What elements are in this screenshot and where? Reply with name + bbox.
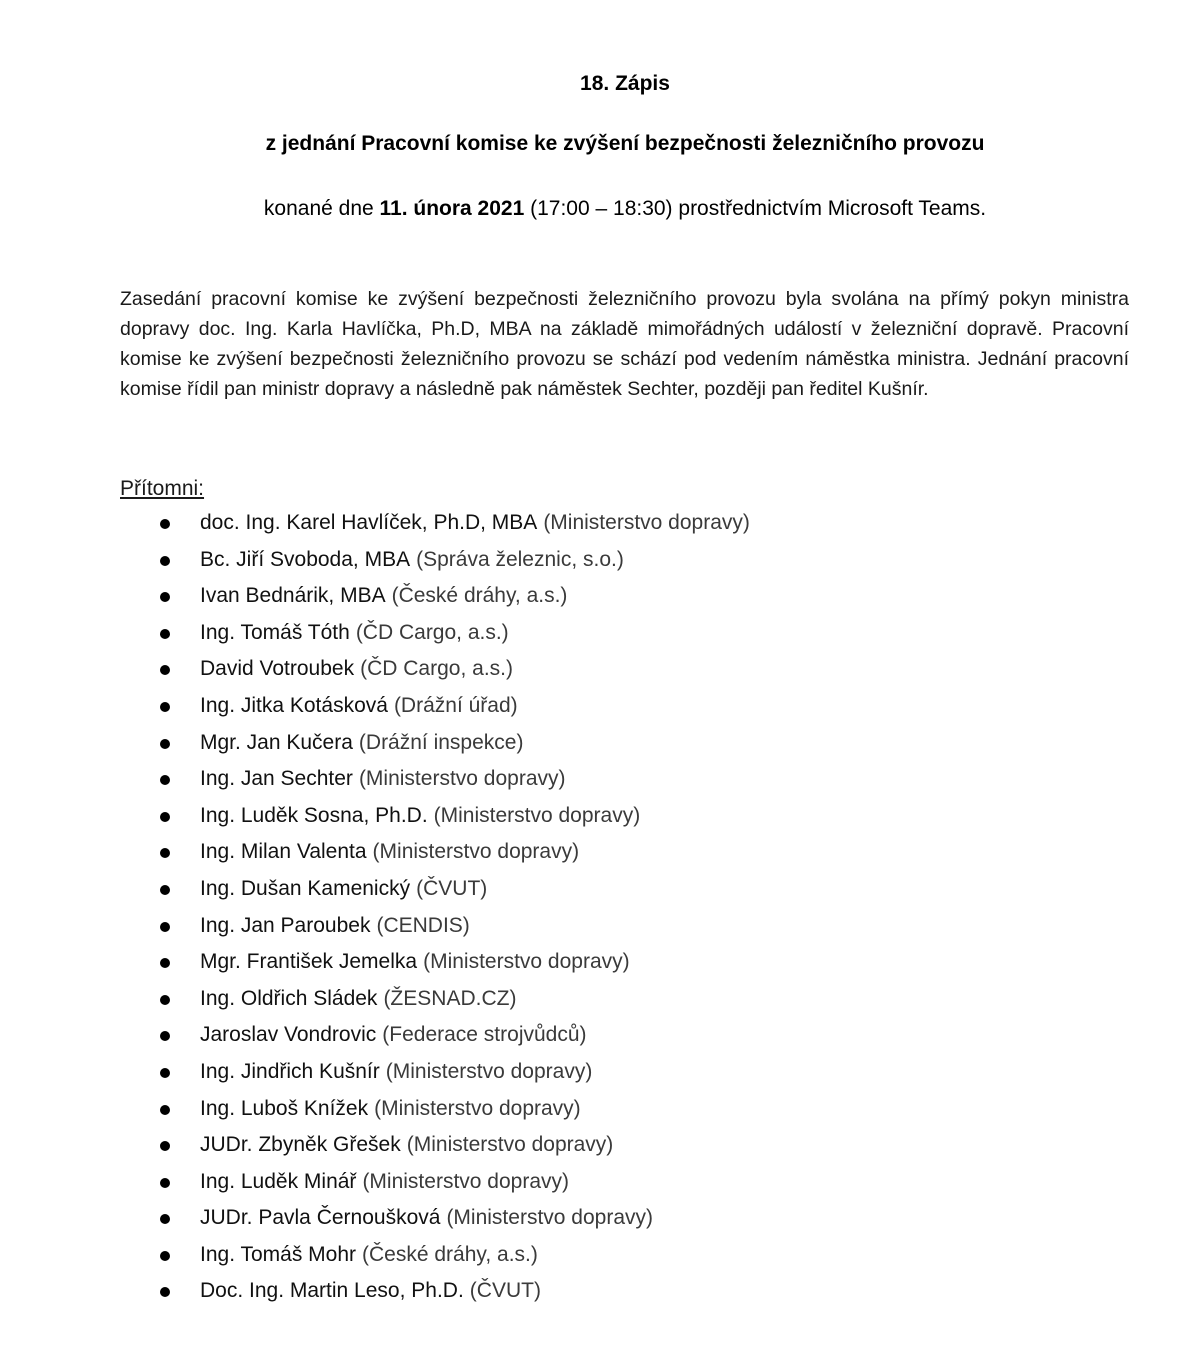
bullet-icon bbox=[160, 1214, 170, 1224]
attendee-item bbox=[0, 651, 1200, 688]
attendee-item bbox=[0, 688, 1200, 725]
attendee-item bbox=[0, 1164, 1200, 1201]
bullet-icon bbox=[160, 556, 170, 566]
attendee-text bbox=[200, 908, 470, 944]
attendee-organization: (České dráhy, a.s.) bbox=[391, 584, 568, 608]
attendee-item bbox=[0, 1200, 1200, 1237]
attendee-name: Ing. Jitka Kotásková bbox=[200, 693, 388, 717]
attendee-name: Ing. Milan Valenta bbox=[200, 840, 367, 864]
bullet-icon bbox=[160, 775, 170, 785]
bullet-icon bbox=[160, 519, 170, 529]
attendee-item bbox=[0, 1127, 1200, 1164]
attendee-item bbox=[0, 725, 1200, 762]
date-suffix: (17:00 – 18:30) prostřednictvím Microsoft Teams. bbox=[524, 197, 987, 220]
attendee-text bbox=[200, 1127, 613, 1163]
attendee-name: Ing. Tomáš Mohr bbox=[200, 1242, 357, 1266]
attendee-organization: (Ministerstvo dopravy) bbox=[374, 1096, 581, 1120]
attendee-item bbox=[0, 505, 1200, 542]
attendee-name: Ing. Tomáš Tóth bbox=[200, 620, 350, 644]
attendee-text bbox=[200, 1054, 592, 1090]
attendee-organization: (Federace strojvůdců) bbox=[382, 1023, 587, 1047]
attendee-organization: (ŽESNAD.CZ) bbox=[383, 986, 517, 1010]
attendee-name: Ing. Oldřich Sládek bbox=[200, 986, 378, 1010]
attendee-name: David Votroubek bbox=[200, 657, 355, 681]
attendee-name: Doc. Ing. Martin Leso, Ph.D. bbox=[200, 1279, 464, 1303]
attendee-item bbox=[0, 1237, 1200, 1274]
attendee-text bbox=[200, 542, 624, 578]
attendee-organization: (Ministerstvo dopravy) bbox=[385, 1059, 593, 1083]
attendee-text bbox=[200, 615, 509, 651]
attendee-organization: (CENDIS) bbox=[376, 913, 470, 937]
attendee-name: Ing. Luděk Sosna, Ph.D. bbox=[200, 803, 428, 827]
bullet-icon bbox=[160, 1031, 170, 1041]
attendee-item bbox=[0, 944, 1200, 981]
attendee-text bbox=[200, 871, 487, 907]
attendee-text bbox=[200, 578, 567, 614]
attendee-item bbox=[0, 798, 1200, 835]
attendee-text bbox=[200, 798, 640, 834]
attendee-text bbox=[200, 688, 518, 724]
attendee-organization: (ČD Cargo, a.s.) bbox=[355, 620, 509, 644]
attendee-organization: (Ministerstvo dopravy) bbox=[358, 767, 566, 791]
attendee-name: Ing. Luděk Minář bbox=[200, 1169, 357, 1193]
bullet-icon bbox=[160, 1141, 170, 1151]
attendee-item bbox=[0, 1054, 1200, 1091]
attendee-name: Ing. Jan Sechter bbox=[200, 767, 353, 791]
attendee-organization: (České dráhy, a.s.) bbox=[362, 1242, 538, 1266]
attendee-name: Ing. Jan Paroubek bbox=[200, 913, 371, 937]
attendee-organization: (Drážní inspekce) bbox=[358, 730, 524, 754]
attendee-name: Mgr. Jan Kučera bbox=[200, 730, 353, 754]
attendee-name: Ing. Jindřich Kušnír bbox=[200, 1059, 380, 1083]
bullet-icon bbox=[160, 1068, 170, 1078]
attendee-item bbox=[0, 981, 1200, 1018]
attendee-item bbox=[0, 542, 1200, 579]
attendee-item bbox=[0, 1091, 1200, 1128]
present-heading: Přítomni: bbox=[120, 477, 205, 500]
attendee-name: Mgr. František Jemelka bbox=[200, 950, 418, 974]
attendee-item bbox=[0, 615, 1200, 652]
attendee-text bbox=[200, 725, 523, 761]
attendee-organization: (Drážní úřad) bbox=[393, 693, 518, 717]
attendee-item bbox=[0, 761, 1200, 798]
attendee-text bbox=[200, 944, 630, 980]
bullet-icon bbox=[160, 1105, 170, 1115]
attendee-name: Ivan Bednárik, MBA bbox=[200, 584, 386, 608]
attendee-text bbox=[200, 1237, 538, 1273]
bullet-icon bbox=[160, 1287, 170, 1297]
attendee-organization: (Ministerstvo dopravy) bbox=[423, 950, 630, 974]
bullet-icon bbox=[160, 629, 170, 639]
bullet-icon bbox=[160, 885, 170, 895]
attendee-text bbox=[200, 834, 579, 870]
bullet-icon bbox=[160, 958, 170, 968]
attendee-item bbox=[0, 578, 1200, 615]
attendee-item bbox=[0, 834, 1200, 871]
bullet-icon bbox=[160, 995, 170, 1005]
attendee-text bbox=[200, 651, 513, 687]
attendee-text bbox=[200, 1017, 587, 1053]
attendee-name: JUDr. Zbyněk Gřešek bbox=[200, 1133, 401, 1157]
bullet-icon bbox=[160, 702, 170, 712]
bullet-icon bbox=[160, 1251, 170, 1261]
attendee-text bbox=[200, 981, 516, 1017]
attendee-text bbox=[200, 1273, 541, 1309]
attendee-name: Jaroslav Vondrovic bbox=[200, 1023, 377, 1047]
attendee-organization: (Ministerstvo dopravy) bbox=[372, 840, 580, 864]
attendee-organization: (Ministerstvo dopravy) bbox=[543, 511, 750, 534]
attendee-organization: (ČD Cargo, a.s.) bbox=[360, 657, 513, 681]
attendee-organization: (ČVUT) bbox=[416, 876, 488, 900]
attendee-text bbox=[200, 1091, 581, 1127]
bullet-icon bbox=[160, 665, 170, 675]
bullet-icon bbox=[160, 922, 170, 932]
bullet-icon bbox=[160, 848, 170, 858]
attendee-text bbox=[200, 1200, 653, 1236]
attendee-organization: (Ministerstvo dopravy) bbox=[406, 1133, 614, 1157]
bullet-icon bbox=[160, 592, 170, 602]
attendee-name: Bc. Jiří Svoboda, MBA bbox=[200, 547, 411, 571]
meeting-date: 11. února 2021 bbox=[379, 197, 525, 220]
attendee-name: doc. Ing. Karel Havlíček, Ph.D, MBA bbox=[200, 511, 538, 534]
attendee-item bbox=[0, 1273, 1200, 1310]
meeting-date-line bbox=[0, 195, 1200, 223]
attendee-organization: (Ministerstvo dopravy) bbox=[433, 803, 641, 827]
bullet-icon bbox=[160, 1178, 170, 1188]
date-prefix: konané dne bbox=[263, 197, 380, 220]
attendee-text bbox=[200, 1164, 569, 1200]
attendee-item bbox=[0, 1017, 1200, 1054]
document-subtitle: z jednání Pracovní komise ke zvýšení bezpečnosti železničního provozu bbox=[265, 132, 985, 155]
attendee-text bbox=[200, 761, 566, 797]
attendee-name: JUDr. Pavla Černoušková bbox=[200, 1206, 441, 1230]
attendee-list bbox=[0, 505, 1200, 1310]
attendee-item bbox=[0, 908, 1200, 945]
attendee-organization: (Ministerstvo dopravy) bbox=[446, 1206, 653, 1230]
bullet-icon bbox=[160, 739, 170, 749]
attendee-text bbox=[200, 505, 750, 541]
attendee-name: Ing. Dušan Kamenický bbox=[200, 876, 411, 900]
attendee-organization: (Správa železnic, s.o.) bbox=[416, 547, 624, 571]
attendee-item bbox=[0, 871, 1200, 908]
attendee-organization: (Ministerstvo dopravy) bbox=[362, 1169, 569, 1193]
intro-paragraph: Zasedání pracovní komise ke zvýšení bezpečnosti železničního provozu byla svolána na přímý pokyn ministra dopravy doc. Ing. Karla Havlíčka, Ph.D, MBA na základě mimořádných událostí v železniční dopravě. Pracovní komise ke zvýšení bezpečnosti železničního provozu se schází pod vedením náměstka ministra. Jednání pracovní komise řídil pan ministr dopravy a následně pak náměstek Sechter, později pan ředitel Kušnír. bbox=[120, 288, 1129, 400]
bullet-icon bbox=[160, 812, 170, 822]
attendee-name: Ing. Luboš Knížek bbox=[200, 1096, 369, 1120]
attendee-organization: (ČVUT) bbox=[469, 1279, 541, 1303]
document-title: 18. Zápis bbox=[580, 72, 670, 95]
